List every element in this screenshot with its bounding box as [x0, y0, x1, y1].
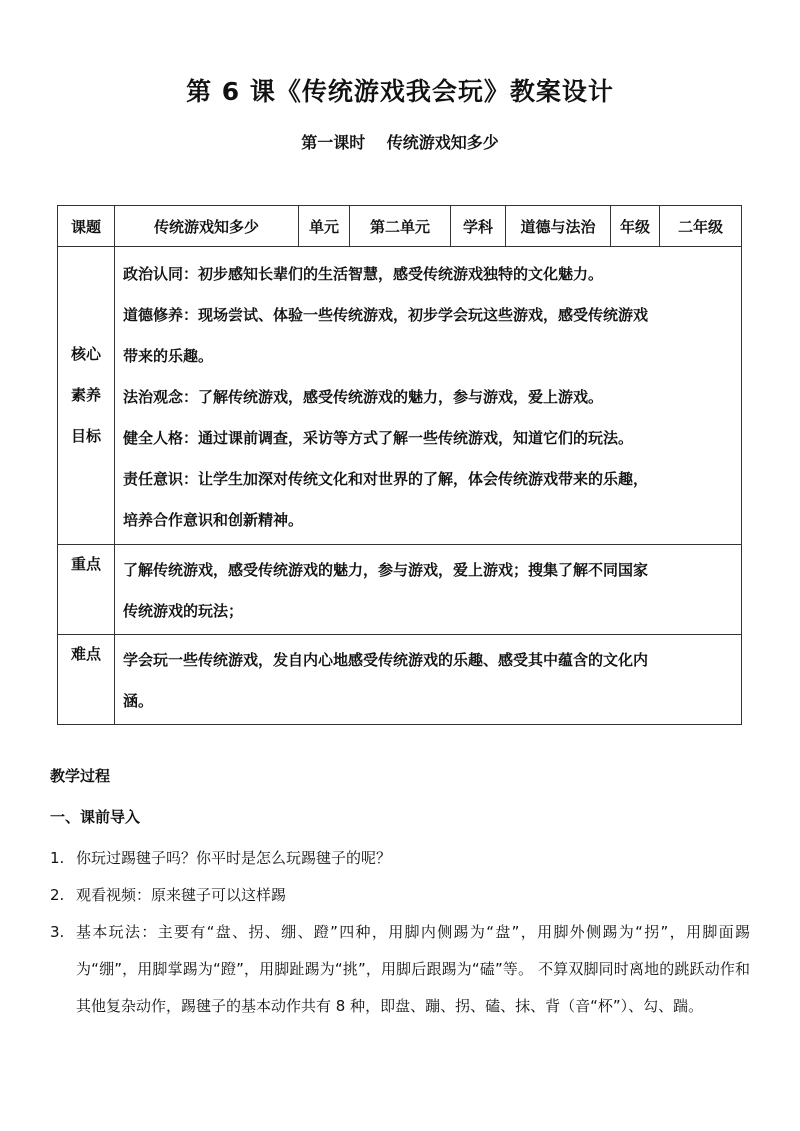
core-goals-content-cell	[115, 247, 742, 545]
lesson-info-table	[57, 205, 742, 725]
core-goal-line: 健全人格：通过课前调查，采访等方式了解一些传统游戏，知道它们的玩法。	[123, 428, 634, 447]
list-item-number: 1.	[50, 849, 65, 867]
difficult-points-content-cell	[115, 635, 742, 725]
subject-value-cell: 道德与法治	[506, 206, 611, 247]
core-goal-line: 培养合作意识和创新精神。	[123, 510, 304, 529]
list-item	[50, 914, 750, 1025]
unit-label-cell: 单元	[299, 206, 350, 247]
core-goals-row	[58, 247, 742, 545]
page-title: 第 6 课《传统游戏我会玩》教案设计	[186, 77, 614, 106]
core-label-line: 核心	[70, 345, 101, 363]
unit-value-cell: 第二单元	[350, 206, 451, 247]
core-goal-line: 政治认同：初步感知长辈们的生活智慧，感受传统游戏独特的文化魅力。	[123, 264, 604, 283]
list-item	[50, 877, 750, 914]
page-subtitle: 第一课时 传统游戏知多少	[301, 133, 499, 152]
grade-value-cell: 二年级	[660, 206, 742, 247]
key-points-row	[58, 545, 742, 635]
key-point-line: 传统游戏的玩法；	[123, 602, 244, 620]
difficult-points-label-cell: 难点	[58, 635, 115, 725]
subject-label-cell: 学科	[451, 206, 506, 247]
list-item-number: 2.	[50, 886, 65, 904]
key-point-line: 了解传统游戏，感受传统游戏的魅力，参与游戏，爱上游戏；搜集了解不同国家	[123, 561, 649, 579]
key-points-content-cell	[115, 545, 742, 635]
core-goals-label-cell	[58, 247, 115, 545]
steps-list	[50, 840, 750, 1025]
grade-label-cell: 年级	[611, 206, 660, 247]
core-label-line: 素养	[70, 386, 101, 404]
core-goal-line: 法治观念：了解传统游戏，感受传统游戏的魅力，参与游戏，爱上游戏。	[123, 387, 604, 406]
topic-label-cell: 课题	[58, 206, 115, 247]
core-goal-line: 道德修养：现场尝试、体验一些传统游戏，初步学会玩这些游戏，感受传统游戏	[123, 305, 649, 324]
list-item	[50, 840, 750, 877]
list-item-text: 你玩过踢毽子吗？你平时是怎么玩踢毽子的呢？	[76, 849, 392, 867]
core-label-line: 目标	[70, 427, 101, 445]
section-one-heading: 一、课前导入	[50, 808, 141, 826]
list-item-text: 基本玩法：主要有“盘、拐、绷、蹬”四种，用脚内侧踢为“盘”，用脚外侧踢为“拐”，用脚面踢为“绷”，用脚掌踢为“蹬”，用脚趾踢为“挑”，用脚后跟踢为“磕”等。 不算双脚同时离地的跳跃动作和其他复杂动作，踢毽子的基本动作共有 8 种，即盘、蹦、拐、磕、抹、背（音“杯”）、勾、踹。	[76, 923, 750, 1015]
teaching-process-heading: 教学过程	[50, 767, 111, 785]
table-header-row	[58, 206, 742, 247]
core-goal-line: 带来的乐趣。	[123, 346, 214, 365]
difficult-points-row	[58, 635, 742, 725]
list-item-text: 观看视频：原来毽子可以这样踢	[76, 886, 287, 904]
difficult-point-line: 涵。	[123, 692, 154, 710]
list-item-number: 3.	[50, 923, 65, 941]
core-goal-line: 责任意识：让学生加深对传统文化和对世界的了解，体会传统游戏带来的乐趣，	[123, 469, 649, 488]
difficult-point-line: 学会玩一些传统游戏，发自内心地感受传统游戏的乐趣、感受其中蕴含的文化内	[123, 651, 649, 669]
key-points-label-cell: 重点	[58, 545, 115, 635]
topic-value-cell: 传统游戏知多少	[115, 206, 299, 247]
